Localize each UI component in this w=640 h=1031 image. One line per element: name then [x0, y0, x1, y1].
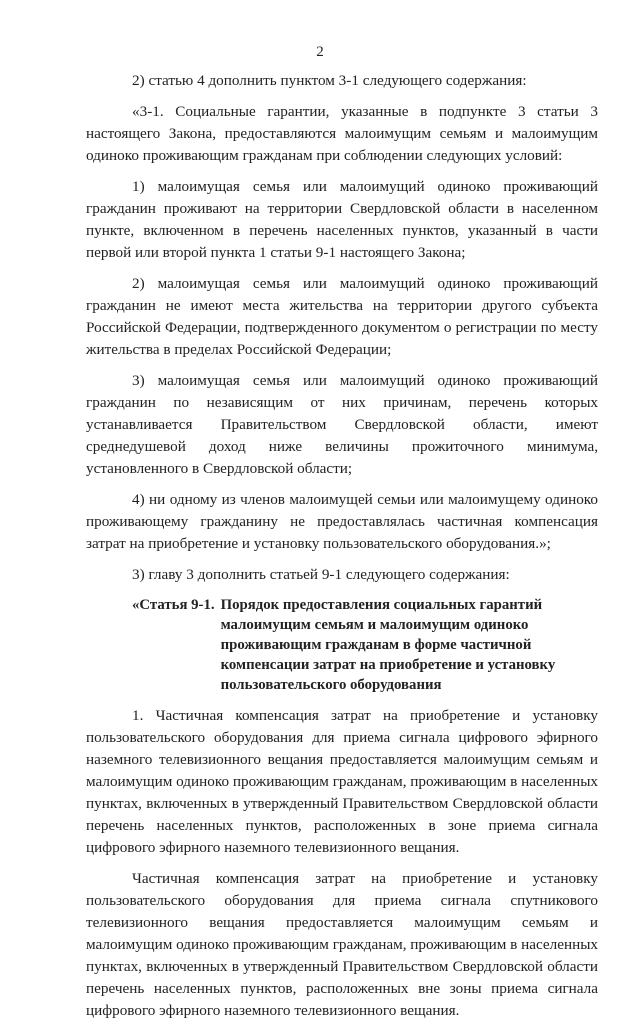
article-clause-1-part-2: Частичная компенсация затрат на приобретение и установку пользовательского оборудования для приема сигнала спутникового телевизионного вещания предоставляется малоимущим семьям и малоимущим одиноко проживающим гражданам, проживающим в населенных пунктах, включенных в утвержденный Правительством Свердловской области перечень населенных пунктов, расположенных вне зоны приема сигнала цифрового эфирного наземного телевизионного вещания. — [86, 870, 599, 1019]
paragraph-amend-article-4: 2) статью 4 дополнить пунктом 3-1 следующего содержания: — [132, 72, 527, 89]
paragraph-item-3-1: «3-1. Социальные гарантии, указанные в подпункте 3 статьи 3 настоящего Закона, предоставляются малоимущим семьям и малоимущим одиноко проживающим гражданам при соблюдении следующих условий: — [86, 103, 598, 164]
article-heading — [86, 595, 598, 695]
document-body — [86, 70, 598, 1031]
article-label: «Статья 9-1. — [132, 597, 215, 613]
condition-3: 3) малоимущая семья или малоимущий одиноко проживающий гражданин по независящим от них причинам, перечень которых устанавливается Правительством Свердловской области, имеют среднедушевой доход ниже величины прожиточного минимума, установленного в Свердловской области; — [86, 372, 598, 477]
condition-4: 4) ни одному из членов малоимущей семьи или малоимущему одиноко проживающему гражданину не предоставлялась частичная компенсация затрат на приобретение и установку пользовательского оборудования.»; — [86, 491, 598, 552]
condition-2: 2) малоимущая семья или малоимущий одиноко проживающий гражданин не имеют места жительства на территории другого субъекта Российской Федерации, подтвержденного документом о регистрации по месту жительства в пределах Российской Федерации; — [86, 275, 598, 358]
article-clause-1: 1. Частичная компенсация затрат на приобретение и установку пользовательского оборудования для приема сигнала цифрового эфирного наземного телевизионного вещания предоставляется малоимущим семьям и малоимущим одиноко проживающим гражданам, проживающим в населенных пунктах, включенных в утвержденный Правительством Свердловской области перечень населенных пунктов, расположенных в зоне приема сигнала цифрового эфирного наземного телевизионного вещания. — [86, 707, 599, 856]
page-number: 2 — [316, 44, 324, 60]
condition-1: 1) малоимущая семья или малоимущий одиноко проживающий гражданин проживают на территории Свердловской области в населенном пункте, включенном в перечень населенных пунктов, указанный в части первой или второй пункта 1 статьи 9-1 настоящего Закона; — [86, 178, 598, 261]
article-title: Порядок предоставления социальных гарантий малоимущим семьям и малоимущим одиноко проживающим гражданам в форме частичной компенсации затрат на приобретение и установку пользовательского оборудования — [220, 597, 556, 693]
paragraph-amend-chapter-3: 3) главу 3 дополнить статьей 9-1 следующего содержания: — [132, 566, 510, 583]
